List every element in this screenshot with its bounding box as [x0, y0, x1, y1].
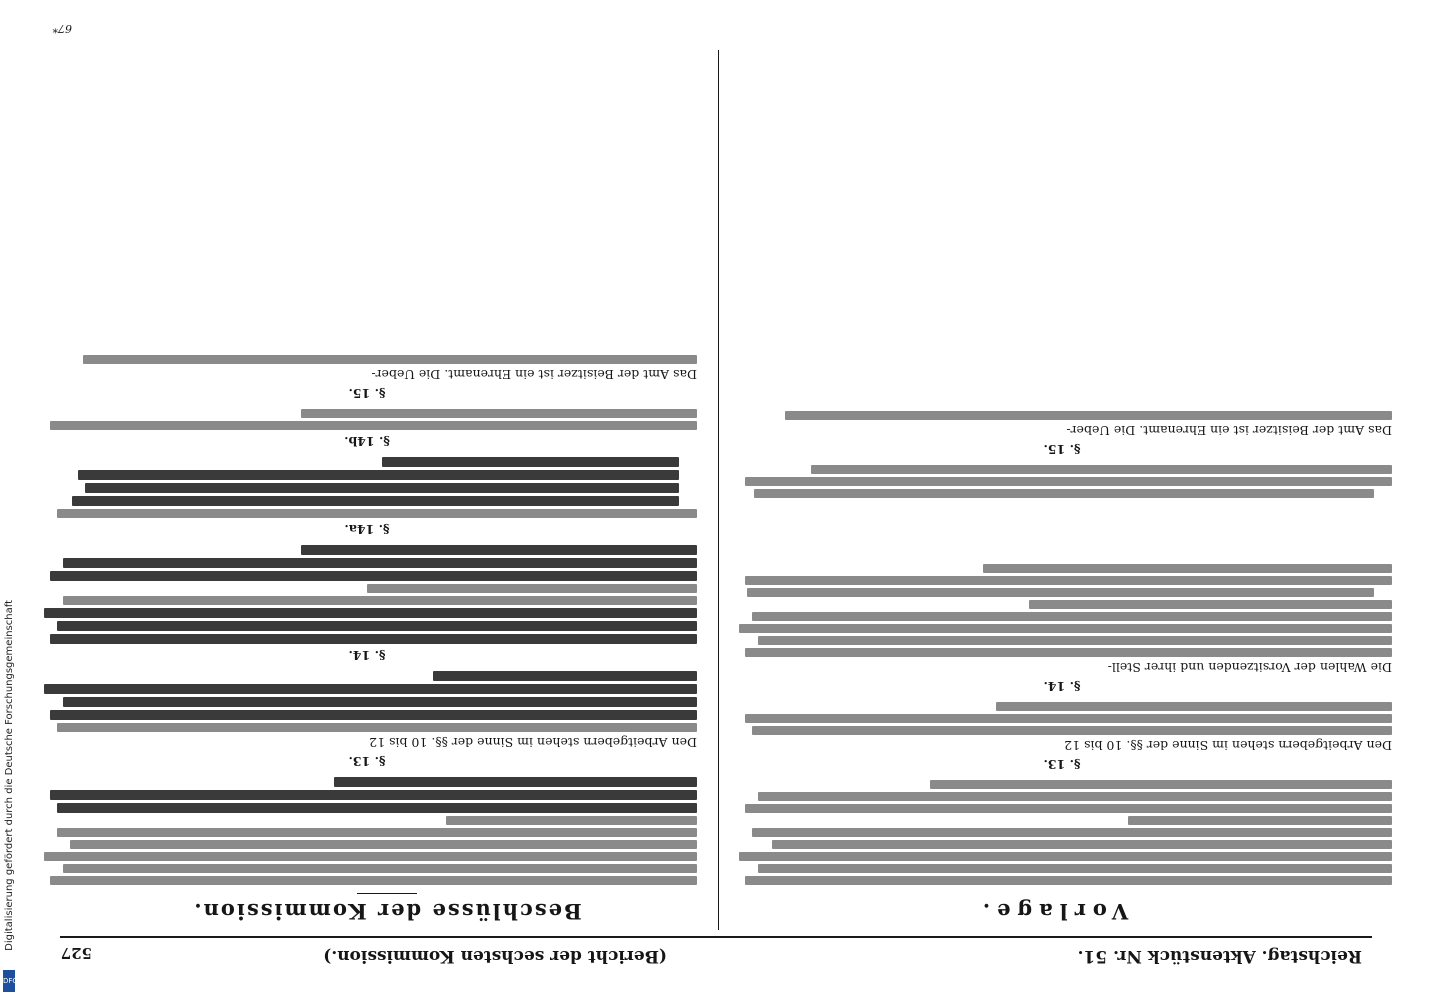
text-line-bold — [44, 608, 697, 618]
text-line — [57, 509, 697, 518]
text-line-bold — [433, 671, 697, 681]
text-line — [446, 816, 697, 825]
text-line — [758, 792, 1392, 801]
right-col-top — [37, 777, 697, 885]
text-line-bold — [50, 710, 697, 720]
page-number: 527 — [60, 944, 92, 962]
section-first-line: Den Arbeitgebern stehen im Sinne der §§. 10 bis 12 — [1064, 738, 1392, 753]
text-line — [367, 584, 697, 593]
text-line — [83, 355, 697, 364]
left-s14 — [732, 564, 1392, 675]
running-header-right — [247, 936, 667, 966]
header-commission: (Bericht der sechsten Kommission.) — [323, 946, 667, 966]
section-heading: §. 13. — [1043, 757, 1081, 772]
left-s13 — [732, 702, 1392, 753]
text-line-bold — [72, 496, 679, 506]
text-line — [50, 876, 697, 885]
section-first-line: Die Wahlen der Vorsitzenden und ihrer Stell- — [1107, 660, 1392, 675]
text-line-bold — [50, 790, 697, 800]
text-line — [983, 564, 1392, 573]
section-heading: §. 15. — [1043, 442, 1081, 457]
text-line — [57, 723, 697, 732]
text-line — [745, 804, 1392, 813]
column-divider — [718, 50, 719, 930]
text-line — [70, 840, 697, 849]
text-line — [44, 852, 697, 861]
text-line-bold — [382, 457, 679, 467]
text-line — [50, 421, 697, 430]
column-title-left: Vorlage. — [975, 899, 1129, 924]
text-line-bold — [85, 483, 679, 493]
column-title-right: Beschlüsse der Kommission. — [192, 899, 582, 924]
header-title: Reichstag. Aktenstück Nr. 51. — [1077, 946, 1362, 966]
section-heading: §. 14. — [1043, 679, 1081, 694]
header-rule — [60, 936, 1372, 938]
text-line — [785, 411, 1392, 420]
text-line — [772, 840, 1392, 849]
text-line-bold — [63, 697, 697, 707]
text-line — [745, 477, 1392, 486]
text-line — [752, 828, 1392, 837]
text-line-bold — [57, 621, 697, 631]
text-line — [745, 648, 1392, 657]
left-col-top — [732, 780, 1392, 885]
text-line — [1029, 600, 1392, 609]
text-line-bold — [50, 634, 697, 644]
text-line — [930, 780, 1392, 789]
section-first-line: Den Arbeitgebern stehen im Sinne der §§. 10 bis 12 — [369, 735, 697, 750]
left-s14-cont — [732, 465, 1392, 498]
text-line-bold — [78, 470, 679, 480]
text-line — [745, 876, 1392, 885]
text-line-bold — [63, 558, 697, 568]
digitization-credit: Digitalisierung gefördert durch die Deutsche Forschungsgemeinschaft — [4, 600, 15, 951]
text-line — [63, 864, 697, 873]
text-line — [758, 636, 1392, 645]
text-line — [811, 465, 1392, 474]
text-line — [747, 588, 1374, 597]
text-line — [63, 596, 697, 605]
section-heading: §. 15. — [348, 386, 386, 401]
column-right — [37, 352, 697, 888]
text-line — [745, 576, 1392, 585]
column-left — [732, 408, 1392, 888]
text-line — [1128, 816, 1392, 825]
text-line — [996, 702, 1392, 711]
right-s14a — [37, 457, 697, 518]
text-line — [754, 489, 1374, 498]
text-line — [745, 714, 1392, 723]
right-s13 — [37, 671, 697, 750]
text-line-bold — [44, 684, 697, 694]
text-line-bold — [301, 545, 697, 555]
section-first-line: Das Amt der Beisitzer ist ein Ehrenamt. Die Ueber- — [371, 367, 697, 382]
text-line — [752, 726, 1392, 735]
section-heading: §. 14b. — [344, 434, 390, 449]
running-header-left — [882, 936, 1362, 966]
text-line — [739, 624, 1392, 633]
section-first-line: Das Amt der Beisitzer ist ein Ehrenamt. Die Ueber- — [1066, 423, 1392, 438]
text-line — [301, 409, 697, 418]
right-s15 — [37, 355, 697, 382]
text-line-bold — [57, 803, 697, 813]
signature-mark: 67* — [52, 22, 72, 35]
dfg-logo-icon: DFG — [3, 970, 15, 992]
section-heading: §. 14a. — [344, 522, 390, 537]
title-rule-right — [357, 893, 417, 894]
text-line-bold — [334, 777, 697, 787]
section-heading: §. 13. — [348, 754, 386, 769]
right-s14b — [37, 409, 697, 430]
right-s14 — [37, 545, 697, 644]
text-line — [739, 852, 1392, 861]
text-line — [57, 828, 697, 837]
left-s15 — [732, 411, 1392, 438]
text-line — [758, 864, 1392, 873]
text-line — [752, 612, 1392, 621]
text-line-bold — [50, 571, 697, 581]
section-heading: §. 14. — [348, 648, 386, 663]
